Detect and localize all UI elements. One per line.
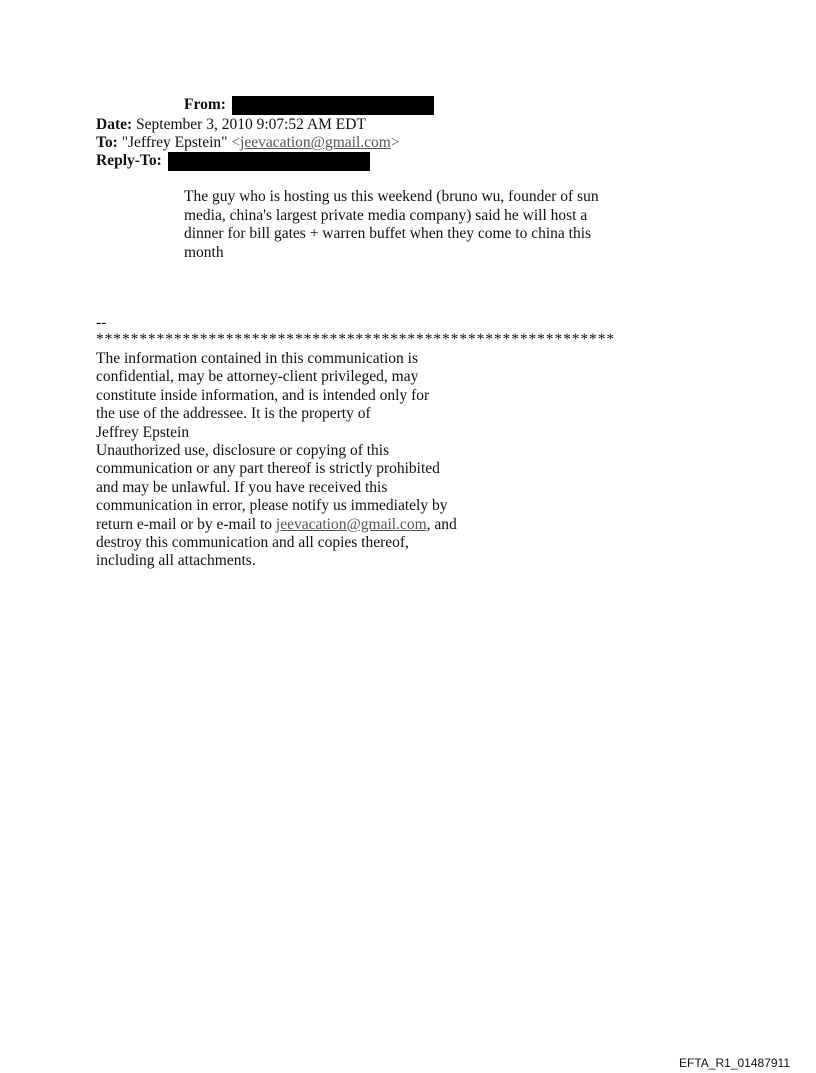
- reply-to-label: Reply-To:: [96, 152, 162, 169]
- to-open-bracket: <: [231, 134, 241, 151]
- to-email-link[interactable]: jeevacation@gmail.com: [240, 134, 391, 151]
- to-label: To:: [96, 134, 118, 151]
- date-value: September 3, 2010 9:07:52 AM EDT: [136, 116, 366, 133]
- date-label: Date:: [96, 116, 133, 133]
- disclaimer-line: communication or any part thereof is strictly prohibited: [96, 460, 440, 478]
- to-name: "Jeffrey Epstein": [121, 134, 228, 151]
- disclaimer-line: and may be unlawful. If you have received this: [96, 478, 388, 496]
- disclaimer-line: confidential, may be attorney-client privileged, may: [96, 368, 419, 386]
- document-id: EFTA_R1_01487911: [679, 1056, 790, 1070]
- from-redaction: [232, 96, 434, 115]
- body-line: dinner for bill gates + warren buffet when they come to china this: [184, 225, 592, 243]
- disclaimer-line: constitute inside information, and is intended only for: [96, 386, 430, 404]
- disclaimer-line: the use of the addressee. It is the property of: [96, 405, 371, 423]
- body-line: media, china's largest private media company) said he will host a: [184, 206, 588, 224]
- disclaimer-line-prefix: return e-mail or by e-mail to: [96, 515, 276, 533]
- disclaimer-email-link[interactable]: jeevacation@gmail.com: [275, 515, 427, 533]
- disclaimer-line-suffix: , and: [426, 515, 457, 533]
- disclaimer-line: destroy this communication and all copies thereof,: [96, 534, 409, 552]
- reply-to-redaction: [168, 152, 370, 171]
- disclaimer: [96, 350, 496, 571]
- signature-dash: --: [96, 314, 107, 331]
- from-label: From:: [184, 96, 226, 113]
- disclaimer-line: Jeffrey Epstein: [96, 423, 190, 441]
- from-row: [184, 96, 434, 115]
- message-body: [184, 188, 624, 263]
- reply-to-row: [96, 152, 370, 171]
- body-line: month: [184, 244, 224, 262]
- body-line: The guy who is hosting us this weekend (bruno wu, founder of sun: [184, 188, 599, 205]
- disclaimer-line: including all attachments.: [96, 552, 256, 570]
- to-close-bracket: >: [390, 134, 400, 151]
- date-row: [96, 116, 366, 134]
- disclaimer-line-with-email: [96, 516, 496, 534]
- signature-stars: ************************************************************: [96, 331, 615, 348]
- disclaimer-line: Unauthorized use, disclosure or copying of this: [96, 442, 390, 460]
- to-row: [96, 134, 400, 152]
- disclaimer-line: The information contained in this communication is: [96, 350, 418, 367]
- disclaimer-line: communication in error, please notify us immediately by: [96, 497, 448, 515]
